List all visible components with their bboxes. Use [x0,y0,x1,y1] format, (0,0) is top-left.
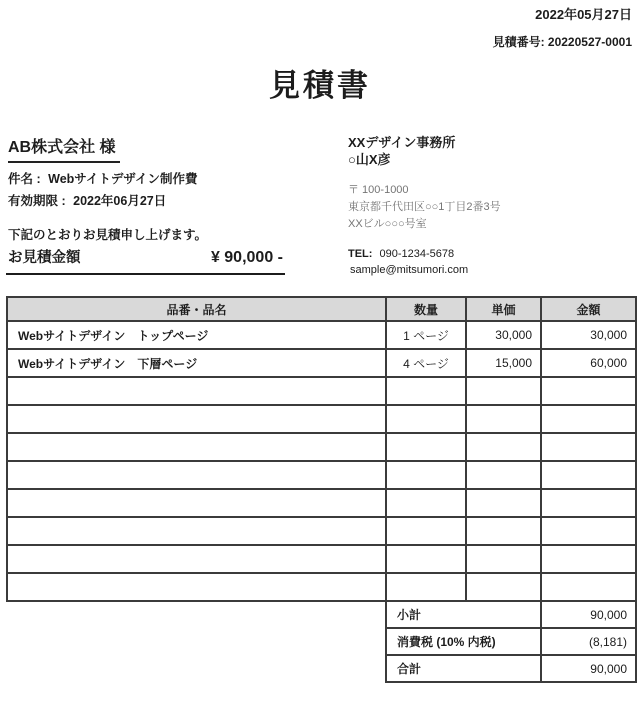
empty-table-row [7,545,636,573]
empty-cell [7,489,386,517]
empty-cell [466,517,541,545]
subtotal-row [386,601,636,628]
page-title: 見積書 [269,68,371,103]
empty-cell [466,489,541,517]
items-section [6,296,638,683]
empty-cell [466,405,541,433]
subtotal-label: 小計 [386,601,541,628]
item-qty-cell: 4 ページ [386,349,466,377]
empty-cell [541,405,636,433]
table-row [7,321,636,349]
item-name-cell: Webサイトデザイン 下層ページ [7,349,386,377]
empty-cell [466,433,541,461]
empty-cell [541,573,636,601]
issuer-block [348,134,628,278]
empty-cell [541,461,636,489]
expiry-value: 2022年06月27日 [73,194,167,208]
empty-cell [541,433,636,461]
empty-table-row [7,461,636,489]
document-header-right [493,4,632,50]
grand-total-row [386,655,636,682]
tax-label: 消費税 (10% 内税) [386,628,541,655]
totals-table [385,600,637,683]
empty-cell [386,545,466,573]
empty-cell [386,489,466,517]
tel-label: TEL: [348,248,373,260]
empty-cell [466,461,541,489]
column-header-item: 品番・品名 [7,297,386,321]
empty-cell [386,461,466,489]
issue-date: 2022年05月27日 [535,7,632,22]
column-header-qty: 数量 [386,297,466,321]
empty-cell [7,517,386,545]
subtotal-value: 90,000 [541,601,636,628]
empty-cell [7,461,386,489]
empty-cell [541,545,636,573]
empty-cell [386,377,466,405]
estimate-amount-label: お見積金額 [8,250,81,266]
estimate-meta [8,168,207,246]
empty-table-row [7,517,636,545]
table-row [7,349,636,377]
empty-table-row [7,573,636,601]
empty-cell [386,433,466,461]
empty-table-row [7,489,636,517]
item-unit-price-cell: 15,000 [466,349,541,377]
estimate-amount-value: ¥ 90,000 - [210,249,283,266]
issuer-tel [348,246,628,262]
estimate-number-value: 20220527-0001 [547,35,632,49]
empty-cell [466,377,541,405]
empty-cell [386,573,466,601]
empty-cell [541,489,636,517]
empty-table-row [7,377,636,405]
empty-cell [7,377,386,405]
expiry-label: 有効期限 : [8,194,66,208]
issuer-postal-code: 〒 100-1000 [348,184,409,196]
empty-cell [7,405,386,433]
estimate-number [493,33,632,50]
empty-table-row [7,405,636,433]
items-table [6,296,637,602]
subject-label: 件名 : [8,172,41,186]
empty-cell [7,545,386,573]
items-header-row [7,297,636,321]
estimate-amount-row [6,246,285,275]
issuer-address-line2: XXビル○○○号室 [348,218,427,230]
issuer-address-line1: 東京都千代田区○○1丁目2番3号 [348,201,501,213]
tel-value: 090-1234-5678 [379,248,455,260]
tax-row [386,628,636,655]
issuer-company: XXデザイン事務所 [348,135,456,150]
expiry-line [8,190,207,212]
grand-total-label: 合計 [386,655,541,682]
client-name: AB株式会社 様 [8,134,120,163]
item-name-cell: Webサイトデザイン トップページ [7,321,386,349]
item-amount-cell: 30,000 [541,321,636,349]
item-unit-price-cell: 30,000 [466,321,541,349]
grand-total-value: 90,000 [541,655,636,682]
item-qty-cell: 1 ページ [386,321,466,349]
empty-cell [386,405,466,433]
estimate-number-label: 見積番号: [492,35,545,49]
item-amount-cell: 60,000 [541,349,636,377]
empty-table-row [7,433,636,461]
issuer-person: ○山X彦 [348,152,391,167]
empty-cell [541,377,636,405]
empty-cell [7,573,386,601]
issuer-email: sample@mitsumori.com [350,264,469,276]
greeting-text: 下記のとおりお見積申し上げます。 [8,228,208,242]
column-header-amount: 金額 [541,297,636,321]
tax-value: (8,181) [541,628,636,655]
subject-value: Webサイトデザイン制作費 [48,172,198,186]
column-header-unit-price: 単価 [466,297,541,321]
empty-cell [466,573,541,601]
empty-cell [541,517,636,545]
subject-line [8,168,207,190]
empty-cell [7,433,386,461]
empty-cell [386,517,466,545]
empty-cell [466,545,541,573]
